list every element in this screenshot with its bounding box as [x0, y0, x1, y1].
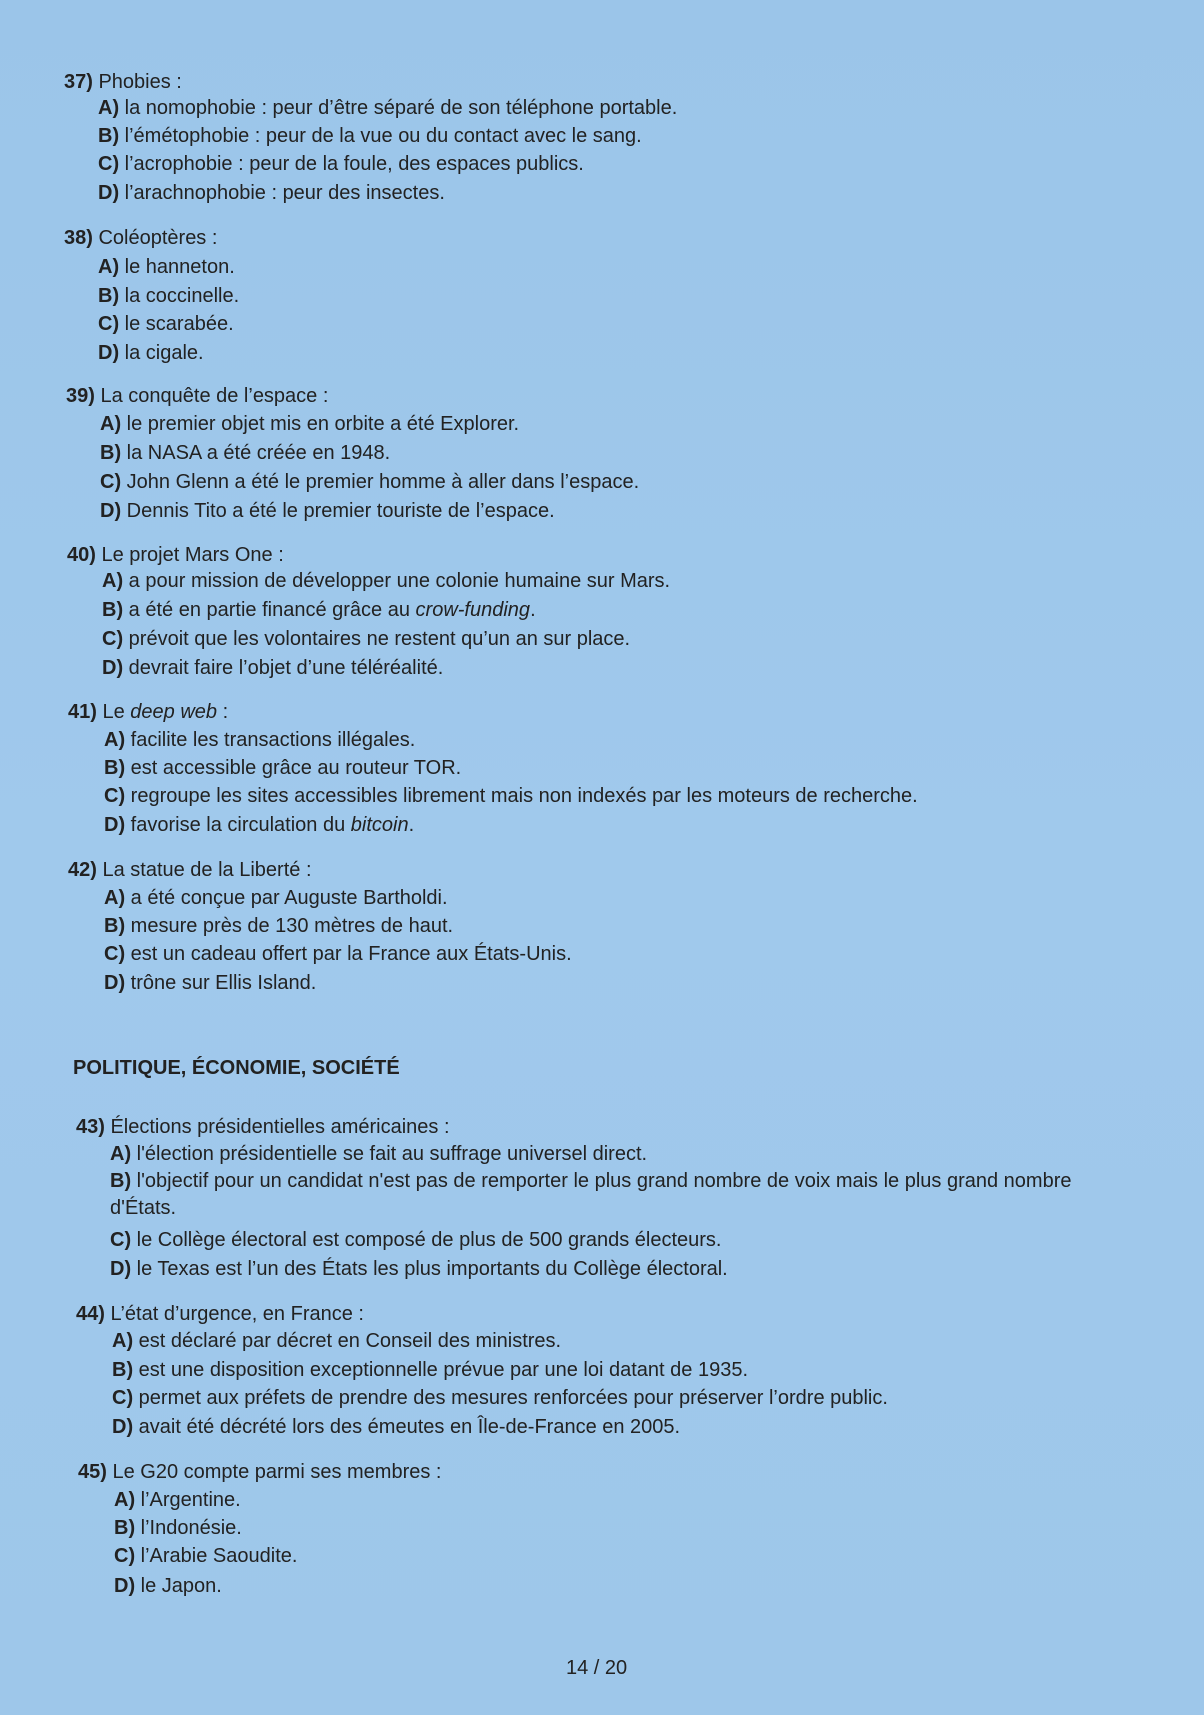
- option-text: l’Indonésie.: [140, 1517, 242, 1539]
- question-number: 44): [76, 1303, 105, 1325]
- question-37-option-a: [98, 96, 677, 120]
- question-number: 45): [78, 1461, 107, 1483]
- question-42-option-b: [104, 914, 453, 938]
- option-text: la coccinelle.: [124, 285, 240, 307]
- option-text-before: favorise la circulation du: [130, 814, 351, 836]
- question-title-after: :: [217, 701, 229, 723]
- option-text: mesure près de 130 mètres de haut.: [130, 915, 454, 937]
- option-text: prévoit que les volontaires ne restent qu’un an sur place.: [128, 628, 631, 650]
- option-letter: B): [104, 915, 126, 937]
- option-letter: B): [100, 442, 122, 464]
- option-text: le Collège électoral est composé de plus de 500 grands électeurs.: [136, 1229, 722, 1251]
- question-43-heading: [76, 1115, 450, 1139]
- option-letter: D): [104, 814, 126, 836]
- question-41-option-d: [104, 813, 414, 837]
- option-text-before: a été en partie financé grâce au: [128, 599, 416, 621]
- option-text: l'objectif pour un candidat n'est pas de remporter le plus grand nombre de voix mais le plus grand nombre d'États.: [110, 1170, 1072, 1219]
- question-40-option-d: [102, 656, 443, 680]
- question-40-option-c: [102, 627, 630, 651]
- option-letter: D): [114, 1575, 136, 1597]
- question-39-option-a: [100, 412, 519, 436]
- option-letter: C): [104, 943, 126, 965]
- option-text: le premier objet mis en orbite a été Explorer.: [126, 413, 520, 435]
- option-letter: B): [98, 125, 120, 147]
- question-44-option-b: [112, 1358, 748, 1382]
- option-letter: A): [98, 97, 120, 119]
- option-text: devrait faire l’objet d’une téléréalité.: [128, 657, 444, 679]
- option-text-after: .: [530, 599, 536, 621]
- question-44-heading: [76, 1302, 364, 1326]
- option-letter: D): [102, 657, 124, 679]
- question-45-option-c: [114, 1544, 297, 1568]
- option-letter: A): [114, 1489, 136, 1511]
- option-letter: C): [102, 628, 124, 650]
- option-text-italic: crow-funding: [415, 599, 531, 621]
- question-41-option-c: [104, 784, 918, 808]
- option-text: John Glenn a été le premier homme à aller dans l’espace.: [126, 471, 640, 493]
- question-40-heading: [67, 543, 284, 567]
- question-37-heading: [64, 70, 182, 94]
- question-40-option-b: [102, 598, 536, 622]
- option-letter: B): [110, 1170, 132, 1192]
- question-title: L’état d’urgence, en France :: [110, 1303, 364, 1325]
- question-title: La statue de la Liberté :: [102, 859, 312, 881]
- question-title: Élections présidentielles américaines :: [110, 1116, 450, 1138]
- question-43-option-a: [110, 1142, 647, 1166]
- option-letter: D): [98, 342, 120, 364]
- option-letter: D): [112, 1416, 134, 1438]
- question-38-option-b: [98, 284, 239, 308]
- question-45-option-b: [114, 1516, 242, 1540]
- option-text: l’Arabie Saoudite.: [140, 1545, 298, 1567]
- option-text: facilite les transactions illégales.: [130, 729, 416, 751]
- option-letter: A): [110, 1143, 132, 1165]
- question-39-option-b: [100, 441, 390, 465]
- question-44-option-a: [112, 1329, 561, 1353]
- option-letter: A): [98, 256, 120, 278]
- option-text: est une disposition exceptionnelle prévue par une loi datant de 1935.: [138, 1359, 748, 1381]
- question-43-option-d: [110, 1257, 728, 1281]
- option-text: la NASA a été créée en 1948.: [126, 442, 391, 464]
- option-text: avait été décrété lors des émeutes en Île-de-France en 2005.: [138, 1416, 681, 1438]
- question-number: 37): [64, 71, 93, 93]
- option-letter: C): [98, 153, 120, 175]
- question-38-option-d: [98, 341, 204, 365]
- question-40-option-a: [102, 569, 670, 593]
- question-number: 42): [68, 859, 97, 881]
- question-38-heading: [64, 226, 217, 250]
- option-letter: D): [110, 1258, 132, 1280]
- question-42-option-d: [104, 971, 316, 995]
- option-letter: B): [112, 1359, 134, 1381]
- option-text-after: .: [408, 814, 415, 836]
- question-title-before: Le: [102, 701, 131, 723]
- question-44-option-d: [112, 1415, 680, 1439]
- question-number: 41): [68, 701, 97, 723]
- option-text-italic: bitcoin: [350, 814, 409, 836]
- option-text: trône sur Ellis Island.: [130, 972, 317, 994]
- page-number: 14 / 20: [566, 1657, 628, 1679]
- question-37-option-c: [98, 152, 584, 176]
- question-45-option-d: [114, 1574, 222, 1598]
- question-37-option-d: [98, 181, 445, 205]
- option-text: permet aux préfets de prendre des mesures renforcées pour préserver l’ordre public.: [138, 1387, 888, 1409]
- option-text: la nomophobie : peur d’être séparé de son téléphone portable.: [124, 97, 678, 119]
- option-text: la cigale.: [124, 342, 204, 364]
- question-39-heading: [66, 384, 328, 408]
- option-letter: C): [104, 785, 126, 807]
- option-text: Dennis Tito a été le premier touriste de l’espace.: [126, 500, 555, 522]
- option-letter: A): [100, 413, 122, 435]
- option-letter: C): [110, 1229, 132, 1251]
- option-letter: D): [104, 972, 126, 994]
- option-letter: B): [102, 599, 124, 621]
- option-text: le Texas est l’un des États les plus importants du Collège électoral.: [136, 1258, 728, 1280]
- option-letter: B): [104, 757, 126, 779]
- question-39-option-d: [100, 499, 555, 523]
- question-number: 43): [76, 1116, 105, 1138]
- question-title: Coléoptères :: [98, 227, 218, 249]
- option-text: l’arachnophobie : peur des insectes.: [124, 182, 445, 204]
- section-title: POLITIQUE, ÉCONOMIE, SOCIÉTÉ: [73, 1057, 400, 1079]
- question-title: Phobies :: [98, 71, 182, 93]
- question-number: 38): [64, 227, 93, 249]
- option-letter: B): [98, 285, 120, 307]
- option-letter: D): [98, 182, 120, 204]
- question-42-heading: [68, 858, 312, 882]
- question-45-heading: [78, 1460, 441, 1484]
- option-text: a été conçue par Auguste Bartholdi.: [130, 887, 448, 909]
- option-letter: A): [112, 1330, 134, 1352]
- option-text: le hanneton.: [124, 256, 235, 278]
- question-39-option-c: [100, 470, 639, 494]
- option-text: l’acrophobie : peur de la foule, des espaces publics.: [124, 153, 584, 175]
- option-text: l'élection présidentielle se fait au suffrage universel direct.: [136, 1143, 648, 1165]
- option-letter: C): [98, 313, 120, 335]
- question-41-heading: [68, 700, 228, 724]
- option-text: le scarabée.: [124, 313, 234, 335]
- option-text: est accessible grâce au routeur TOR.: [130, 757, 462, 779]
- question-number: 40): [67, 544, 96, 566]
- question-41-option-b: [104, 756, 461, 780]
- question-41-option-a: [104, 728, 415, 752]
- question-38-option-c: [98, 312, 234, 336]
- option-letter: A): [102, 570, 124, 592]
- option-text: est un cadeau offert par la France aux États-Unis.: [130, 943, 572, 965]
- question-number: 39): [66, 385, 95, 407]
- option-letter: D): [100, 500, 122, 522]
- question-43-option-b: [110, 1168, 1100, 1222]
- option-letter: A): [104, 729, 126, 751]
- question-37-option-b: [98, 124, 642, 148]
- option-text: est déclaré par décret en Conseil des ministres.: [138, 1330, 562, 1352]
- option-text: l’émétophobie : peur de la vue ou du contact avec le sang.: [124, 125, 642, 147]
- option-text: l’Argentine.: [140, 1489, 241, 1511]
- question-38-option-a: [98, 255, 235, 279]
- option-letter: A): [104, 887, 126, 909]
- question-45-option-a: [114, 1488, 241, 1512]
- question-title: La conquête de l’espace :: [100, 385, 329, 407]
- option-letter: C): [100, 471, 122, 493]
- option-letter: C): [114, 1545, 136, 1567]
- option-letter: C): [112, 1387, 134, 1409]
- option-text: a pour mission de développer une colonie humaine sur Mars.: [128, 570, 671, 592]
- question-42-option-c: [104, 942, 572, 966]
- question-title-italic: deep web: [130, 701, 218, 723]
- question-42-option-a: [104, 886, 448, 910]
- option-text: le Japon.: [140, 1575, 222, 1597]
- question-title: Le projet Mars One :: [101, 544, 284, 566]
- option-text: regroupe les sites accessibles librement mais non indexés par les moteurs de recherche.: [130, 785, 918, 807]
- question-44-option-c: [112, 1386, 888, 1410]
- option-letter: B): [114, 1517, 136, 1539]
- question-title: Le G20 compte parmi ses membres :: [112, 1461, 442, 1483]
- question-43-option-c: [110, 1228, 721, 1252]
